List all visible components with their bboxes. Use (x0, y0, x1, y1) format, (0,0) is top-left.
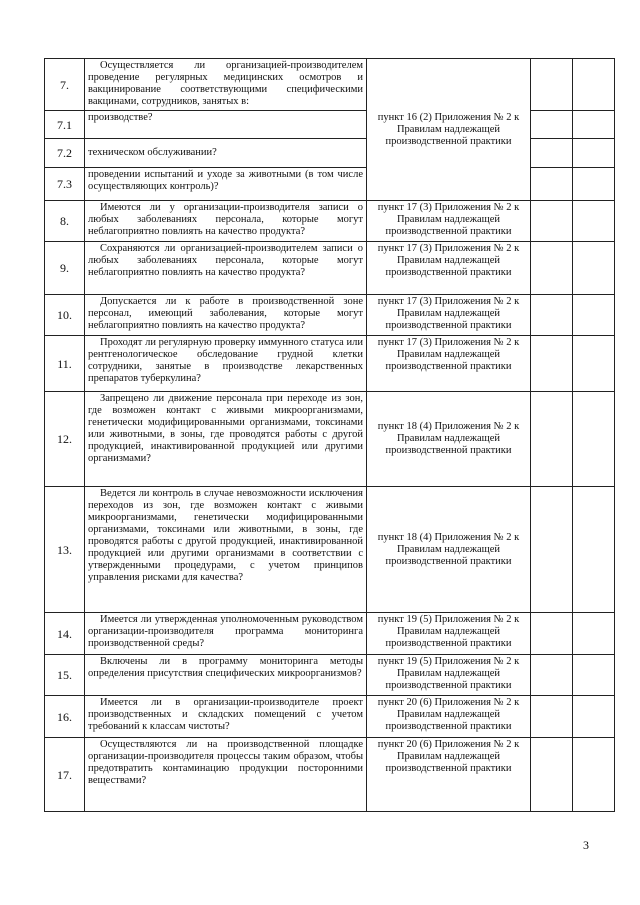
legal-reference: пункт 18 (4) Приложения № 2 к Правилам надлежащей производственной практики (367, 487, 531, 613)
question-text: Имеется ли утвержденная уполномоченным руководством организации-производителя программа мониторинга производственной среды? (85, 613, 367, 655)
table-row (45, 696, 615, 738)
note-cell (573, 738, 615, 812)
legal-reference: пункт 17 (3) Приложения № 2 к Правилам надлежащей производственной практики (367, 201, 531, 242)
legal-reference: пункт 17 (3) Приложения № 2 к Правилам надлежащей производственной практики (367, 295, 531, 336)
row-number: 16. (45, 696, 85, 738)
legal-reference: пункт 18 (4) Приложения № 2 к Правилам надлежащей производственной практики (367, 392, 531, 487)
note-cell (573, 295, 615, 336)
answer-cell (531, 392, 573, 487)
legal-reference: пункт 20 (6) Приложения № 2 к Правилам надлежащей производственной практики (367, 696, 531, 738)
row-number: 12. (45, 392, 85, 487)
row-number: 7. (45, 59, 85, 111)
legal-reference: пункт 16 (2) Приложения № 2 к Правилам надлежащей производственной практики (367, 59, 531, 201)
question-text: Осуществляются ли на производственной площадке организации-производителя процессы таким образом, чтобы предотвратить контаминацию продукции посторонними веществами? (85, 738, 367, 812)
question-text: Осуществляется ли организацией-производителем проведение регулярных медицинских осмотров и вакцинирование соответствующими специфическими вакцинами, сотрудников, занятых в: (85, 59, 367, 111)
legal-reference: пункт 19 (5) Приложения № 2 к Правилам надлежащей производственной практики (367, 613, 531, 655)
note-cell (573, 655, 615, 696)
table-row (45, 336, 615, 392)
row-number: 10. (45, 295, 85, 336)
note-cell (573, 168, 615, 201)
row-number: 17. (45, 738, 85, 812)
answer-cell (531, 168, 573, 201)
row-number: 7.3 (45, 168, 85, 201)
question-text: Допускается ли к работе в производственной зоне персонал, имеющий заболевания, которые могут неблагоприятно повлиять на качество продукта? (85, 295, 367, 336)
table-row (45, 738, 615, 812)
row-number: 15. (45, 655, 85, 696)
row-number: 7.2 (45, 139, 85, 168)
note-cell (573, 392, 615, 487)
note-cell (573, 59, 615, 111)
note-cell (573, 336, 615, 392)
question-text: Имеются ли у организации-производителя записи о любых заболеваниях персонала, которые могут неблагоприятно повлиять на качество продукта? (85, 201, 367, 242)
answer-cell (531, 613, 573, 655)
question-text: проведении испытаний и уходе за животными (в том числе осуществляющих контроль)? (85, 168, 367, 201)
answer-cell (531, 696, 573, 738)
page-number: 3 (583, 838, 589, 852)
note-cell (573, 696, 615, 738)
answer-cell (531, 242, 573, 295)
question-text: Проходят ли регулярную проверку иммунного статуса или рентгенологическое обследование грудной клетки сотрудники, занятые в производстве лекарственных препаратов туберкулина? (85, 336, 367, 392)
table-row (45, 295, 615, 336)
legal-reference: пункт 19 (5) Приложения № 2 к Правилам надлежащей производственной практики (367, 655, 531, 696)
note-cell (573, 139, 615, 168)
table-row (45, 201, 615, 242)
answer-cell (531, 59, 573, 111)
question-text: техническом обслуживании? (85, 139, 367, 168)
answer-cell (531, 295, 573, 336)
table-row (45, 487, 615, 613)
answer-cell (531, 201, 573, 242)
question-text: Имеется ли в организации-производителе проект производственных и складских помещений с учетом требований к классам чистоты? (85, 696, 367, 738)
note-cell (573, 487, 615, 613)
answer-cell (531, 487, 573, 613)
question-text: Включены ли в программу мониторинга методы определения присутствия специфических микроорганизмов? (85, 655, 367, 696)
legal-reference: пункт 20 (6) Приложения № 2 к Правилам надлежащей производственной практики (367, 738, 531, 812)
checklist-table (44, 58, 615, 812)
table-row (45, 59, 615, 111)
table-row (45, 392, 615, 487)
row-number: 7.1 (45, 111, 85, 139)
answer-cell (531, 738, 573, 812)
table-row (45, 613, 615, 655)
note-cell (573, 242, 615, 295)
question-text: Ведется ли контроль в случае невозможности исключения переходов из зон, где возможен контакт с живыми микроорганизмами, генетически модифицированными организмами, токсинами или животными, в зоны, где проводятся работы с другой продукцией, инактивированной продукцией или другими организмами в соответствии с утвержденными процедурами, с учетом принципов управления рисками для качества? (85, 487, 367, 613)
note-cell (573, 201, 615, 242)
row-number: 8. (45, 201, 85, 242)
row-number: 9. (45, 242, 85, 295)
question-text: Запрещено ли движение персонала при переходе из зон, где возможен контакт с живыми микроорганизмами, генетически модифицированными организмами, токсинами или животными, в зоны, где проводятся работы с другой продукцией, инактивированной продукцией или другими организмами? (85, 392, 367, 487)
question-text: Сохраняются ли организацией-производителем записи о любых заболеваниях персонала, которые могут неблагоприятно повлиять на качество продукта? (85, 242, 367, 295)
row-number: 13. (45, 487, 85, 613)
note-cell (573, 111, 615, 139)
legal-reference: пункт 17 (3) Приложения № 2 к Правилам надлежащей производственной практики (367, 336, 531, 392)
row-number: 14. (45, 613, 85, 655)
answer-cell (531, 111, 573, 139)
answer-cell (531, 655, 573, 696)
question-text: производстве? (85, 111, 367, 139)
note-cell (573, 613, 615, 655)
legal-reference: пункт 17 (3) Приложения № 2 к Правилам надлежащей производственной практики (367, 242, 531, 295)
answer-cell (531, 336, 573, 392)
answer-cell (531, 139, 573, 168)
table-row (45, 242, 615, 295)
table-row (45, 655, 615, 696)
row-number: 11. (45, 336, 85, 392)
